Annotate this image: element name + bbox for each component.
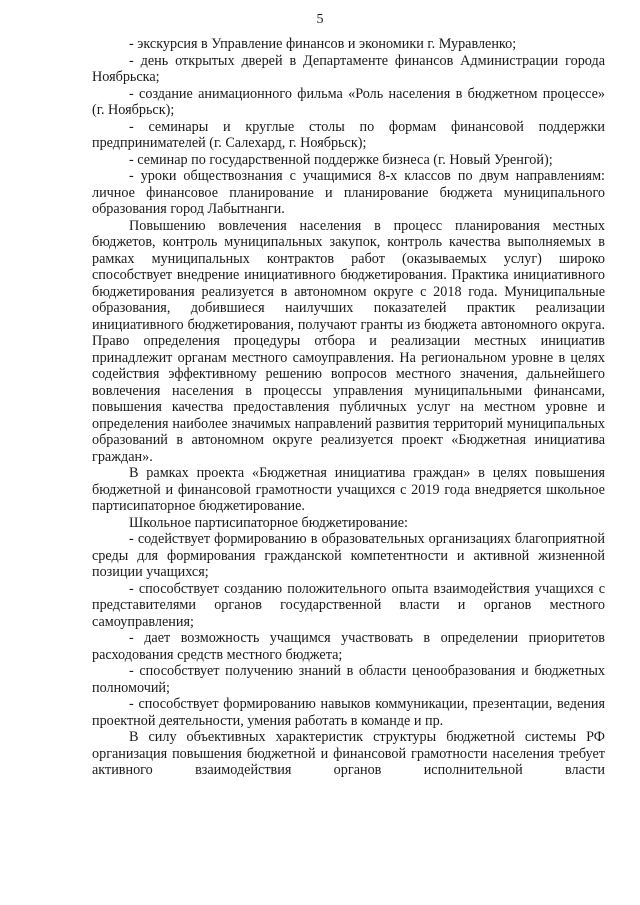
paragraph-school-budgeting-heading: Школьное партисипаторное бюджетирование: bbox=[129, 514, 408, 531]
list-item-spending-priorities: - дает возможность учащимся участвовать в определении приоритетов расходования средств местного бюджета; bbox=[92, 630, 605, 663]
paragraph-budget-system: В силу объективных характеристик структуры бюджетной системы РФ организация повышения бюджетной и финансовой грамотности населения требует активного взаимодействия органов исполнительной власти bbox=[92, 729, 605, 778]
list-item-social-studies-lessons: - уроки обществознания с учащимися 8-х классов по двум направлениям: личное финансовое планирование и планирование бюджета муниципального образования город Лабытнанги. bbox=[92, 168, 605, 217]
document-body bbox=[92, 36, 605, 779]
list-item-excursion: - экскурсия в Управление финансов и экономики г. Муравленко; bbox=[129, 36, 517, 52]
list-item-open-day: - день открытых дверей в Департаменте финансов Администрации города Ноябрьска; bbox=[92, 52, 605, 85]
paragraph-project-school: В рамках проекта «Бюджетная инициатива граждан» в целях повышения бюджетной и финансовой грамотности учащихся с 2019 года внедряется школьное партисипаторное бюджетирование. bbox=[92, 465, 605, 514]
list-item-promotes-environment: - содействует формированию в образовательных организациях благоприятной среды для формирования гражданской компетентности и активной жизненной позиции учащихся; bbox=[92, 531, 605, 580]
list-item-pricing-knowledge: - способствует получению знаний в области ценообразования и бюджетных полномочий; bbox=[92, 663, 605, 696]
list-item-animated-film: - создание анимационного фильма «Роль населения в бюджетном процессе» (г. Ноябрьск); bbox=[92, 85, 605, 118]
list-item-seminars-round-tables: - семинары и круглые столы по формам финансовой поддержки предпринимателей (г. Салехард, г. Ноябрьск); bbox=[92, 118, 605, 151]
list-item-interaction-experience: - способствует созданию положительного опыта взаимодействия учащихся с представителями органов государственной власти и органов местного самоуправления; bbox=[92, 580, 605, 630]
paragraph-initiative-budgeting: Повышению вовлечения населения в процесс планирования местных бюджетов, контроль муниципальных закупок, контроль качества выполняемых в рамках муниципальных контрактов работ (оказываемых услуг) широко способствует внедрение инициативного бюджетирования. Практика инициативного бюджетирования реализуется в автономном округе с 2018 года. Муниципальные образования, добившиеся наилучших показателей практик реализации инициативного бюджетирования, получают гранты из бюджета автономного округа. Право определения процедуры отбора и реализации местных инициатив принадлежит органам местного самоуправления. На региональном уровне в целях содействия эффективному решению вопросов местного значения, дальнейшего вовлечения населения в процессы управления муниципальными финансами, повышения качества предоставления публичных услуг на местном уровне и определения наиболее значимых направлений развития территорий муниципальных образований в автономном округе реализуется проект «Бюджетная инициатива граждан». bbox=[92, 217, 605, 465]
list-item-communication-skills: - способствует формированию навыков коммуникации, презентации, ведения проектной деятельности, умения работать в команде и пр. bbox=[92, 696, 605, 729]
list-item-business-seminar: - семинар по государственной поддержке бизнеса (г. Новый Уренгой); bbox=[129, 151, 553, 168]
page-number: 5 bbox=[316, 12, 324, 27]
